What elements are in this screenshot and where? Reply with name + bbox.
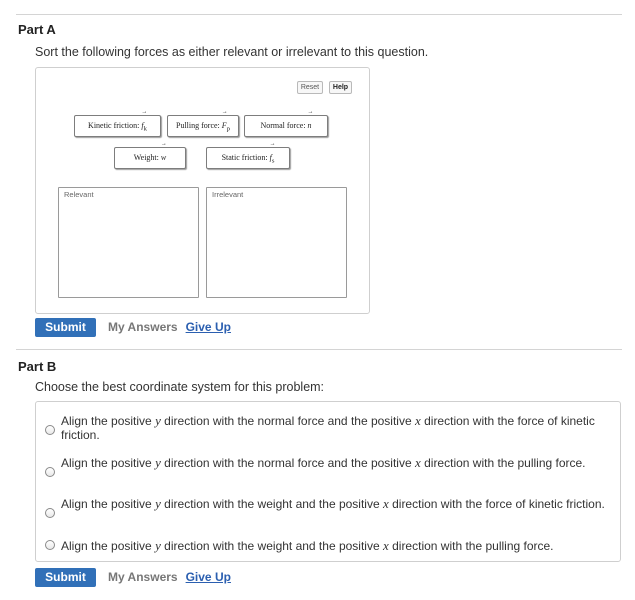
force-chip-label: Kinetic friction:: [88, 121, 142, 130]
part-b-prompt: Choose the best coordinate system for this problem:: [35, 380, 325, 394]
force-chip-normal-force[interactable]: [244, 109, 328, 137]
top-divider: [16, 14, 622, 15]
choice-text: [61, 414, 610, 442]
choice-text-part: Align the positive: [61, 497, 156, 511]
irrelevant-label: Irrelevant: [212, 190, 244, 199]
choice-text: [61, 497, 605, 511]
force-chip-weight[interactable]: [114, 141, 186, 169]
vector-arrow-icon: →: [307, 109, 314, 115]
part-a-prompt: Sort the following forces as either relevant or irrelevant to this question.: [35, 45, 429, 59]
force-symbol: n →: [307, 109, 314, 130]
axis-variable: y: [155, 538, 161, 553]
section-divider: [16, 349, 622, 350]
force-chip-pulling-force[interactable]: [167, 109, 239, 137]
force-symbol: w →: [160, 141, 167, 162]
radio-button[interactable]: [45, 508, 55, 518]
choice-option-4[interactable]: [45, 539, 610, 553]
choice-text-part: direction with the normal force and the positive: [160, 456, 415, 470]
choice-text-part: Align the positive: [61, 456, 156, 470]
force-symbol: f →: [269, 141, 276, 162]
vector-arrow-icon: →: [141, 109, 148, 115]
radio-button[interactable]: [45, 425, 55, 435]
part-a-my-answers-label: My Answers: [108, 320, 178, 334]
part-a-submit-button[interactable]: Submit: [35, 318, 96, 337]
force-subscript: k: [143, 125, 147, 133]
force-subscript: p: [226, 125, 230, 133]
part-a-title: Part A: [18, 22, 56, 37]
radio-button[interactable]: [45, 467, 55, 477]
choice-text-part: direction with the force of kinetic friction.: [388, 497, 605, 511]
choice-option-1[interactable]: [45, 414, 610, 442]
choice-option-2[interactable]: [45, 456, 610, 477]
part-b-title: Part B: [18, 359, 57, 374]
irrelevant-drop-zone[interactable]: [206, 187, 347, 298]
force-chip-label: Normal force:: [260, 121, 308, 130]
part-b-my-answers-label: My Answers: [108, 570, 178, 584]
force-chip-label: Weight:: [133, 153, 161, 162]
vector-arrow-icon: →: [160, 141, 167, 147]
relevant-label: Relevant: [64, 190, 94, 199]
axis-variable: x: [414, 413, 421, 428]
choice-option-3[interactable]: [45, 497, 610, 518]
sorting-panel: [35, 67, 370, 314]
vector-arrow-icon: →: [221, 109, 228, 115]
force-symbol: f →: [141, 109, 148, 130]
reset-button[interactable]: Reset: [297, 81, 323, 94]
part-a-give-up-link[interactable]: Give Up: [185, 320, 231, 334]
axis-variable: y: [155, 496, 161, 511]
choice-text-part: direction with the pulling force.: [388, 539, 554, 553]
axis-variable: x: [382, 538, 389, 553]
force-chip-label: Static friction:: [221, 153, 270, 162]
coordinate-choices: [35, 401, 621, 562]
choice-text: [61, 456, 586, 470]
choice-text-part: direction with the weight and the positive: [160, 497, 383, 511]
choice-text-part: direction with the force of kinetic friction.: [61, 414, 595, 442]
axis-variable: y: [155, 413, 161, 428]
axis-variable: x: [382, 496, 389, 511]
vector-arrow-icon: →: [269, 141, 276, 147]
part-b-give-up-link[interactable]: Give Up: [185, 570, 231, 584]
relevant-drop-zone[interactable]: [58, 187, 199, 298]
force-symbol: F →: [221, 109, 228, 130]
help-button[interactable]: Help: [329, 81, 352, 94]
part-b-actions: [35, 567, 231, 587]
part-b-submit-button[interactable]: Submit: [35, 568, 96, 587]
choice-text: [61, 539, 554, 553]
part-a-actions: [35, 317, 231, 337]
force-subscript: s: [271, 157, 275, 165]
choice-text-part: direction with the pulling force.: [420, 456, 586, 470]
radio-button[interactable]: [45, 540, 55, 550]
axis-variable: y: [155, 455, 161, 470]
force-chip-static-friction[interactable]: [206, 141, 290, 169]
choice-text-part: Align the positive: [61, 539, 156, 553]
choice-text-part: direction with the weight and the positive: [160, 539, 383, 553]
choice-text-part: direction with the normal force and the positive: [160, 414, 415, 428]
force-chip-label: Pulling force:: [176, 121, 222, 130]
force-chip-kinetic-friction[interactable]: [74, 109, 161, 137]
choice-text-part: Align the positive: [61, 414, 156, 428]
axis-variable: x: [414, 455, 421, 470]
